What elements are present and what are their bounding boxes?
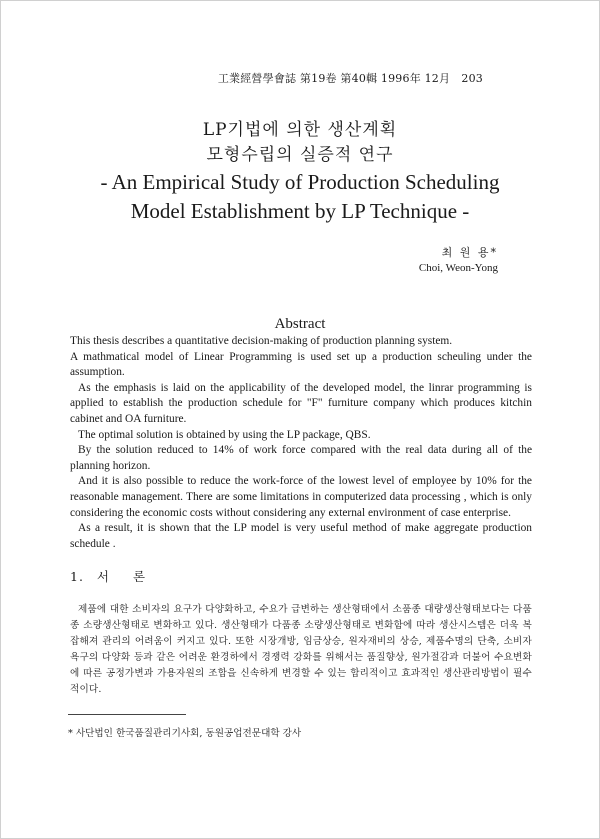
- korean-title-line-2: 모형수립의 실증적 연구: [206, 145, 394, 165]
- section-number: 1.: [70, 569, 84, 584]
- korean-title-line-1: LP기법에 의한 생산계획: [202, 120, 398, 140]
- author-name-korean: 최 원 용*: [441, 246, 498, 259]
- abstract-paragraph: This thesis describes a quantitative decision-making of production planning system.: [70, 335, 453, 347]
- abstract-heading: Abstract: [274, 316, 326, 332]
- title-block: [0, 118, 600, 226]
- english-title-line-1: - An Empirical Study of Production Scheduling: [100, 170, 500, 194]
- abstract-paragraph: As a result, it is shown that the LP model is very useful method of make aggregate production schedule .: [70, 522, 532, 550]
- abstract-paragraph: The optimal solution is obtained by using the LP package, QBS.: [78, 428, 371, 441]
- abstract-body: [70, 334, 532, 552]
- footnote-rule: [68, 714, 186, 715]
- footnote: * 사단법인 한국품질관리기사회, 동원공업전문대학 강사: [68, 728, 302, 739]
- abstract-paragraph: And it is also possible to reduce the work-force of the lowest level of employee by 10% for the reasonable management. There are some limitations in computerized data processing , which is only considering the economic costs without considering any external environment of case enterprise.: [70, 475, 532, 519]
- abstract-paragraph: A mathmatical model of Linear Programming is used set up a production scheuling under the assumption.: [70, 350, 532, 379]
- abstract-paragraph: By the solution reduced to 14% of work force compared with the real data during all of the planning horizon.: [70, 444, 532, 472]
- abstract-paragraph: As the emphasis is laid on the applicability of the developed model, the linrar programming is applied to establish the production schedule for "F" furniture company which produces kitchin cabinet and OA furniture.: [70, 381, 532, 425]
- running-header: 工業經營學會誌 第19卷 第40輯 1996年 12月 203: [217, 72, 483, 85]
- section-body: 제품에 대한 소비자의 요구가 다양화하고, 수요가 급변하는 생산형태에서 소품종 대량생산형태보다는 다품종 소량생산형태로 변화하고 있다. 생산형태가 다품종 소량생산형태로 변화함에 따라 생산시스템은 더욱 복잡해져 관리의 어려움이 커지고 있다. 또한 시장개방, 임금상승, 원자재비의 상승, 제품수명의 단축, 소비자욕구의 다양화 등과 같은 어려운 환경하에서 경쟁력 강화를 위해서는 품질향상, 원가절감과 더불어 수요변화에 따른 공정가변과 가용자원의 조합을 신속하게 변경할 수 있는 합리적이고 효과적인 생산관리방법이 필수적이다.: [70, 604, 532, 695]
- section-heading: [70, 567, 155, 585]
- author-name-english: Choi, Weon-Yong: [418, 262, 498, 274]
- section-title: 서 론: [96, 569, 156, 584]
- english-title-line-2: Model Establishment by LP Technique -: [130, 199, 470, 223]
